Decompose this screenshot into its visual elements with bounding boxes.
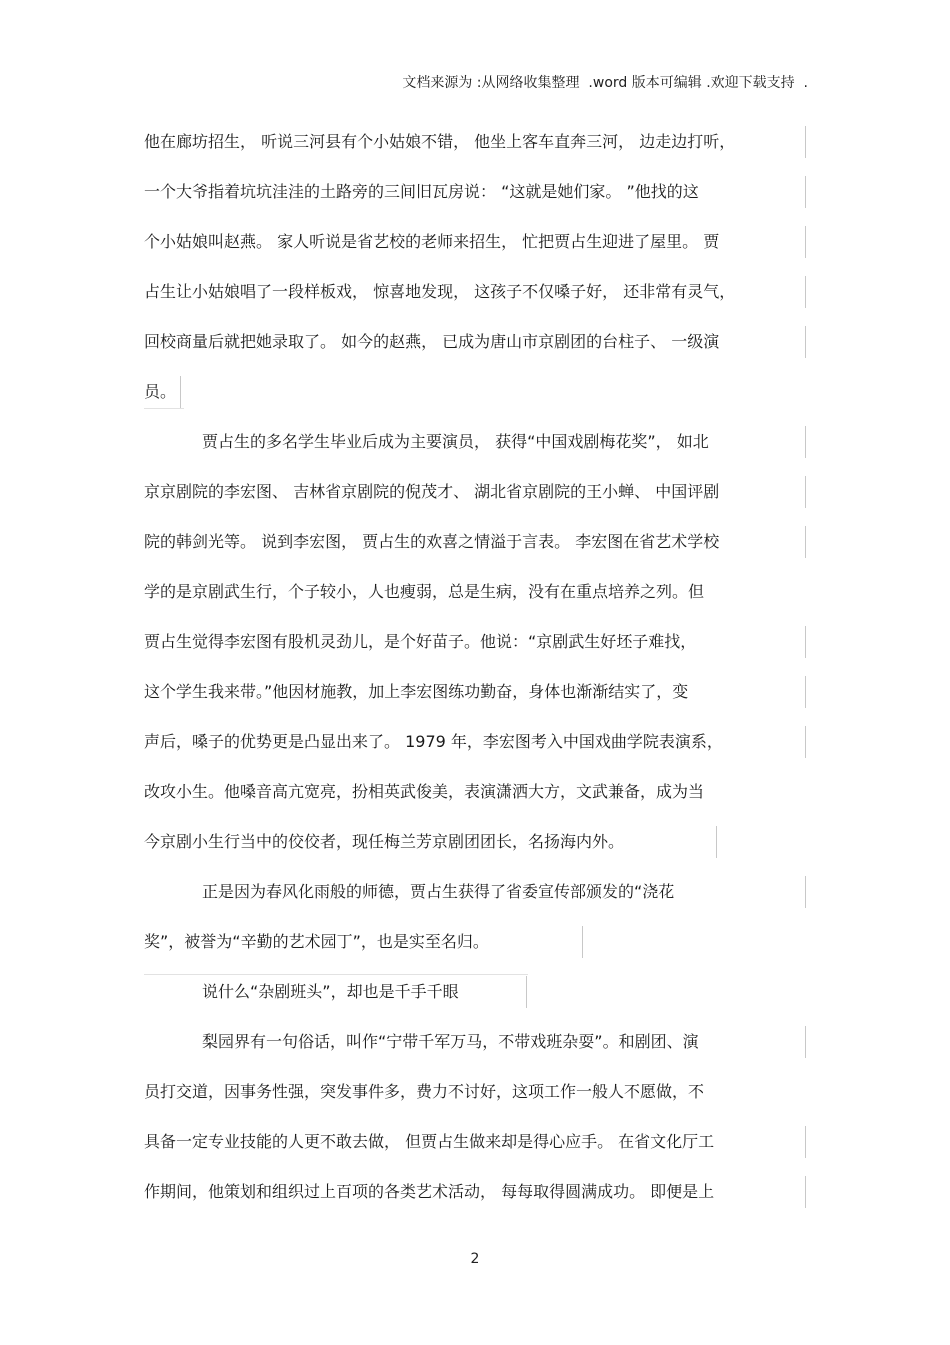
text-line: 贾占生的多名学生毕业后成为主要演员， 获得“中国戏剧梅花奖”， 如北 [202, 432, 709, 451]
text-box-edge [144, 974, 528, 975]
page-header: 文档来源为 :从网络收集整理 .word 版本可编辑 .欢迎下载支持 . [402, 75, 808, 91]
text-line: 作期间，他策划和组织过上百项的各类艺术活动， 每每取得圆满成功。 即便是上 [144, 1182, 715, 1201]
text-box-edge [526, 976, 527, 1008]
text-box-edge [582, 926, 583, 958]
text-box-edge [805, 426, 806, 458]
text-line: 他在廊坊招生， 听说三河县有个小姑娘不错， 他坐上客车直奔三河， 边走边打听， [144, 132, 736, 151]
text-line: 员。 [144, 382, 177, 401]
text-line: 学的是京剧武生行，个子较小，人也瘦弱，总是生病，没有在重点培养之列。但 [144, 582, 705, 601]
text-line: 个小姑娘叫赵燕。 家人听说是省艺校的老师来招生， 忙把贾占生迎进了屋里。 贾 [144, 232, 720, 251]
text-box-edge [716, 826, 717, 858]
text-box-edge [805, 326, 806, 358]
text-line: 改攻小生。他嗓音高亢宽亮，扮相英武俊美，表演潇洒大方，文武兼备，成为当 [144, 782, 705, 801]
text-line: 声后，嗓子的优势更是凸显出来了。 1979 年，李宏图考入中国戏曲学院表演系， [144, 732, 723, 751]
text-line: 贾占生觉得李宏图有股机灵劲儿，是个好苗子。他说：“京剧武生好坯子难找， [144, 632, 697, 651]
text-box-edge [805, 226, 806, 258]
text-box-edge [144, 408, 184, 409]
text-line: 正是因为春风化雨般的师德，贾占生获得了省委宣传部颁发的“浇花 [202, 882, 675, 901]
text-box-edge [805, 176, 806, 208]
text-box-edge [805, 476, 806, 508]
text-line: 员打交道，因事务性强，突发事件多，费力不讨好，这项工作一般人不愿做，不 [144, 1082, 705, 1101]
text-box-edge [805, 126, 806, 158]
text-line: 具备一定专业技能的人更不敢去做， 但贾占生做来却是得心应手。 在省文化厅工 [144, 1132, 715, 1151]
text-box-edge [805, 526, 806, 558]
text-box-edge [180, 376, 181, 408]
text-box-edge [805, 876, 806, 908]
page-number: 2 [470, 1251, 480, 1267]
text-line: 京京剧院的李宏图、 吉林省京剧院的倪茂才、 湖北省京剧院的王小蝉、 中国评剧 [144, 482, 720, 501]
text-box-edge [805, 1176, 806, 1208]
text-line: 一个大爷指着坑坑洼洼的土路旁的三间旧瓦房说： “这就是她们家。 ”他找的这 [144, 182, 699, 201]
text-box-edge [805, 1026, 806, 1058]
text-line: 这个学生我来带。”他因材施教，加上李宏图练功勤奋，身体也渐渐结实了，变 [144, 682, 689, 701]
text-line: 今京剧小生行当中的佼佼者，现任梅兰芳京剧团团长，名扬海内外。 [144, 832, 625, 851]
text-line: 奖”，被誉为“辛勤的艺术园丁”，也是实至名归。 [144, 932, 489, 951]
text-box-edge [805, 276, 806, 308]
text-box-edge [805, 626, 806, 658]
text-line: 占生让小姑娘唱了一段样板戏， 惊喜地发现， 这孩子不仅嗓子好， 还非常有灵气， [144, 282, 736, 301]
section-subheading: 说什么“杂剧班头”，却也是千手千眼 [202, 982, 459, 1001]
text-box-edge [805, 726, 806, 758]
text-box-edge [805, 676, 806, 708]
text-line: 院的韩剑光等。 说到李宏图， 贾占生的欢喜之情溢于言表。 李宏图在省艺术学校 [144, 532, 720, 551]
text-box-edge [805, 1126, 806, 1158]
text-line: 回校商量后就把她录取了。 如今的赵燕， 已成为唐山市京剧团的台柱子、 一级演 [144, 332, 720, 351]
text-line: 梨园界有一句俗话，叫作“宁带千军万马，不带戏班杂耍”。和剧团、演 [202, 1032, 699, 1051]
